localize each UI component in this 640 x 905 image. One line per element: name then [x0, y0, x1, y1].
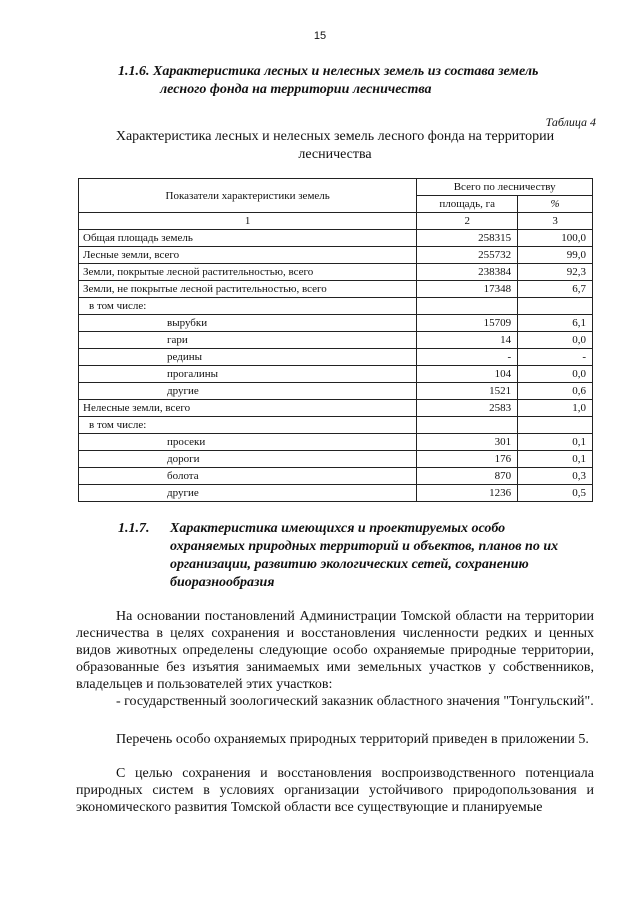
row-area: 17348	[417, 281, 518, 298]
colnum-1: 1	[79, 213, 417, 230]
row-name: Общая площадь земель	[79, 230, 417, 247]
table-row	[79, 485, 593, 502]
row-area: 255732	[417, 247, 518, 264]
table-row	[79, 281, 593, 298]
row-percent: 99,0	[518, 247, 593, 264]
table-row	[79, 264, 593, 281]
header-area: площадь, га	[417, 196, 518, 213]
row-name: дороги	[79, 451, 417, 468]
table-row	[79, 315, 593, 332]
row-name: прогалины	[79, 366, 417, 383]
table-row	[79, 417, 593, 434]
row-area: -	[417, 349, 518, 366]
header-total: Всего по лесничеству	[417, 179, 593, 196]
column-number-row	[79, 213, 593, 230]
row-name: просеки	[79, 434, 417, 451]
table-row	[79, 434, 593, 451]
page-number: 15	[313, 30, 327, 42]
row-name: другие	[79, 485, 417, 502]
colnum-2: 2	[417, 213, 518, 230]
section-number: 1.1.7.	[118, 521, 150, 536]
row-percent	[518, 298, 593, 315]
row-name: в том числе:	[79, 298, 417, 315]
table-row	[79, 451, 593, 468]
paragraph-conservation: С целью сохранения и восстановления воспроизводственного потенциала природных систем в условиях организации устойчивого природопользования и экономического развития Томской области все существующие и планируемые	[76, 766, 594, 815]
row-name: Лесные земли, всего	[79, 247, 417, 264]
paragraph-appendix-ref: Перечень особо охраняемых природных территорий приведен в приложении 5.	[116, 732, 589, 747]
row-name: вырубки	[79, 315, 417, 332]
row-area: 870	[417, 468, 518, 485]
header-indicators: Показатели характеристики земель	[79, 179, 417, 213]
section-title-line1: Характеристика лесных и нелесных земель из состава земель	[153, 64, 539, 79]
row-area: 1236	[417, 485, 518, 502]
row-area	[417, 417, 518, 434]
table-row	[79, 468, 593, 485]
row-name: в том числе:	[79, 417, 417, 434]
section-heading-1-1-7	[118, 520, 598, 592]
table-row	[79, 383, 593, 400]
row-percent: 0,3	[518, 468, 593, 485]
row-percent: 0,6	[518, 383, 593, 400]
section-title-line3: организации, развитию экологических сетей, сохранению	[170, 557, 529, 572]
header-percent: %	[518, 196, 593, 213]
table-header-row	[79, 179, 593, 196]
table-row	[79, 230, 593, 247]
table-row	[79, 400, 593, 417]
row-percent: 6,7	[518, 281, 593, 298]
row-name: редины	[79, 349, 417, 366]
row-percent	[518, 417, 593, 434]
row-area: 14	[417, 332, 518, 349]
row-area: 15709	[417, 315, 518, 332]
row-percent: 1,0	[518, 400, 593, 417]
row-name: другие	[79, 383, 417, 400]
row-percent: 0,0	[518, 366, 593, 383]
table-row	[79, 298, 593, 315]
row-area	[417, 298, 518, 315]
row-percent: 0,5	[518, 485, 593, 502]
section-title-line1: Характеристика имеющихся и проектируемых особо	[170, 521, 506, 536]
paragraph-zakaznik: - государственный зоологический заказник областного значения "Тонгульский".	[116, 694, 594, 709]
table-label: Таблица 4	[545, 115, 596, 129]
table-title: Характеристика лесных и нелесных земель лесного фонда на территории лесничества	[115, 129, 555, 162]
row-percent: 0,1	[518, 451, 593, 468]
paragraph-protected-areas: На основании постановлений Администрации Томской области на территории лесничества в целях сохранения и восстановления численности редких и ценных видов животных определены следующие особо охраняемые природные территории, образованные без изъятия занимаемых ими земельных участков у собственников, владельцев и пользователей этих участков:	[76, 609, 594, 692]
row-percent: 92,3	[518, 264, 593, 281]
row-name: гари	[79, 332, 417, 349]
section-number: 1.1.6.	[118, 64, 150, 79]
row-name: Нелесные земли, всего	[79, 400, 417, 417]
row-percent: -	[518, 349, 593, 366]
row-area: 104	[417, 366, 518, 383]
row-area: 1521	[417, 383, 518, 400]
row-name: Земли, покрытые лесной растительностью, всего	[79, 264, 417, 281]
row-area: 2583	[417, 400, 518, 417]
row-area: 238384	[417, 264, 518, 281]
section-title-line4: биоразнообразия	[170, 575, 275, 590]
row-area: 176	[417, 451, 518, 468]
colnum-3: 3	[518, 213, 593, 230]
table-row	[79, 247, 593, 264]
table-row	[79, 349, 593, 366]
row-percent: 6,1	[518, 315, 593, 332]
row-percent: 0,0	[518, 332, 593, 349]
section-title-line2: лесного фонда на территории лесничества	[160, 82, 432, 97]
row-area: 301	[417, 434, 518, 451]
row-name: Земли, не покрытые лесной растительностью, всего	[79, 281, 417, 298]
table-row	[79, 366, 593, 383]
table-row	[79, 332, 593, 349]
row-name: болота	[79, 468, 417, 485]
section-title-line2: охраняемых природных территорий и объектов, планов по их	[170, 539, 559, 554]
land-characteristics-table	[78, 178, 593, 502]
section-heading-1-1-6	[118, 63, 598, 99]
row-area: 258315	[417, 230, 518, 247]
row-percent: 100,0	[518, 230, 593, 247]
row-percent: 0,1	[518, 434, 593, 451]
